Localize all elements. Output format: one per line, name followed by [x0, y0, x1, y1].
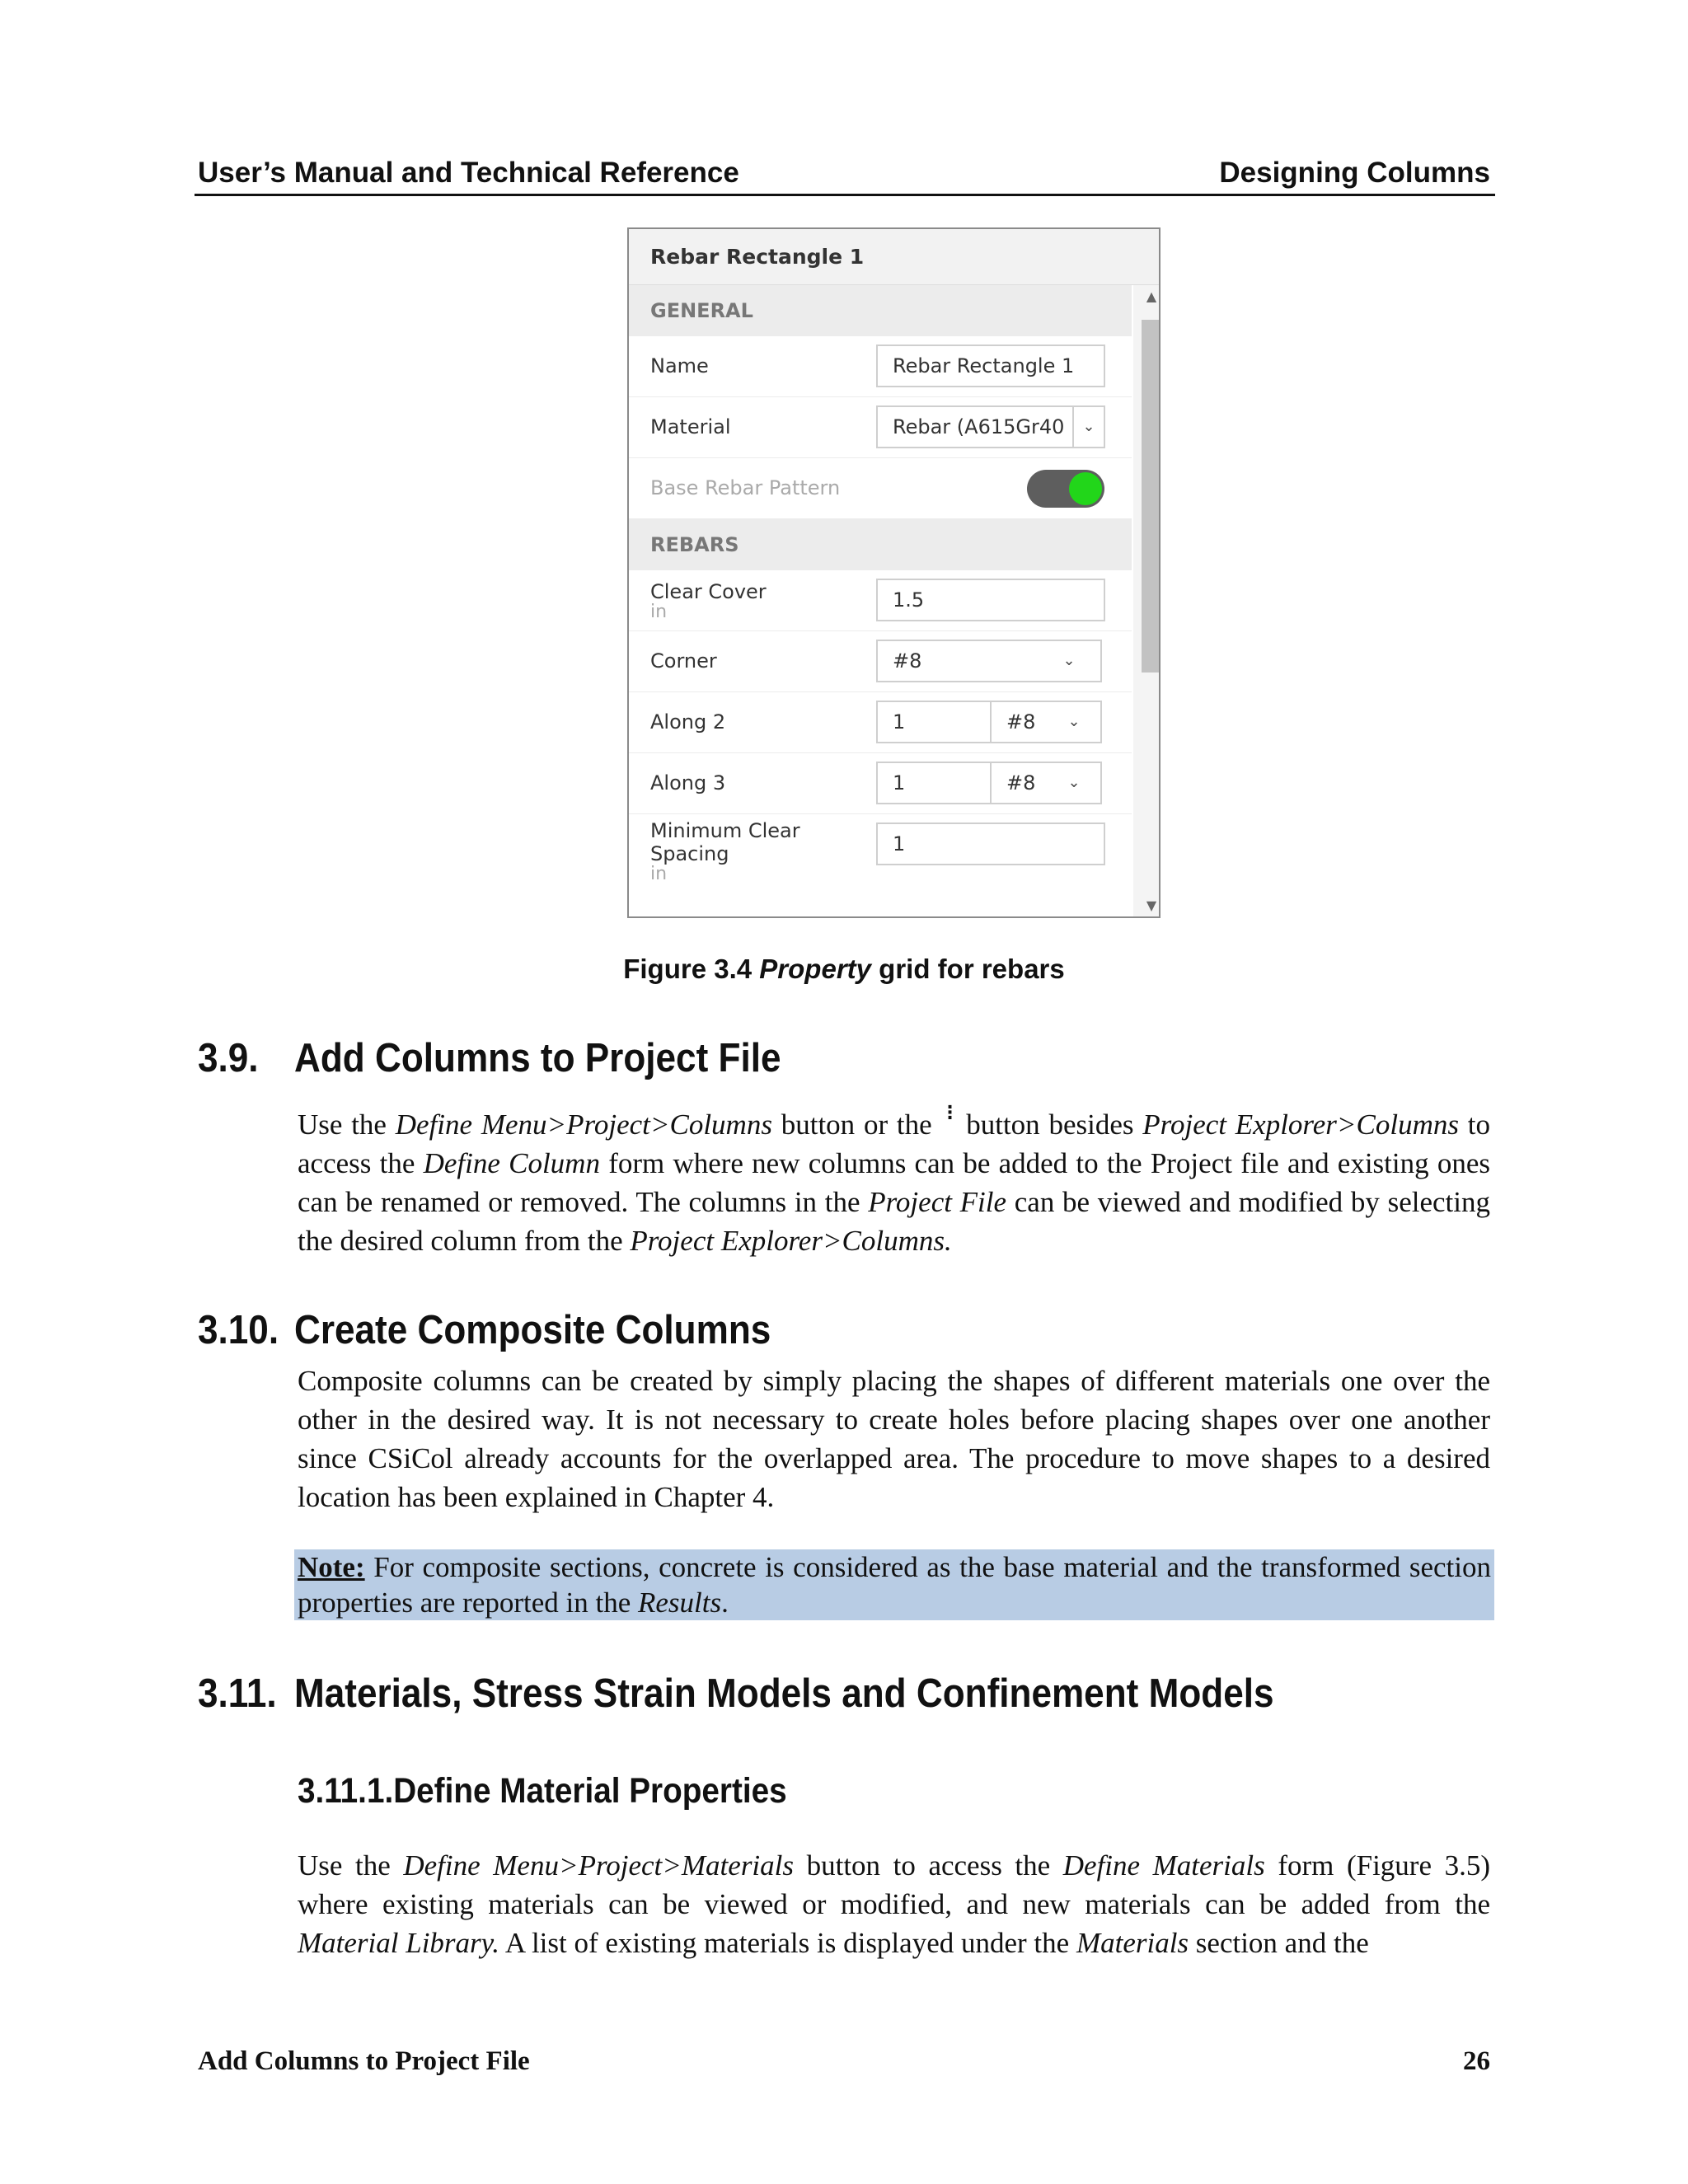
row-name: [629, 336, 1132, 397]
section-title: Create Composite Columns: [294, 1308, 771, 1352]
along-3-label: Along 3: [650, 771, 726, 794]
corner-value: #8: [893, 649, 922, 673]
row-corner: [629, 631, 1132, 692]
section-number: 3.10.: [198, 1308, 279, 1352]
section-title: Add Columns to Project File: [294, 1036, 781, 1080]
section-number: 3.11.: [198, 1671, 277, 1716]
footer-section-title: Add Columns to Project File: [198, 2046, 530, 2076]
chevron-down-icon: ⌄: [1067, 774, 1081, 791]
base-rebar-pattern-label: Base Rebar Pattern: [650, 476, 841, 499]
scrollbar-thumb[interactable]: [1142, 320, 1160, 673]
scrollbar[interactable]: [1133, 285, 1160, 916]
along-3-count-field[interactable]: 1: [876, 762, 992, 804]
material-value: Rebar (A615Gr40: [893, 415, 1065, 438]
chevron-down-icon: ⌄: [1067, 713, 1081, 730]
section-rebars-header[interactable]: REBARS: [629, 519, 1132, 570]
note-text: Note: For composite sections, concrete is considered as the base material and the transformed section properties are reported in the Results.: [298, 1551, 1491, 1619]
figure-caption: [0, 954, 1688, 985]
min-clear-spacing-label: [650, 819, 800, 883]
along-3-bar-dropdown[interactable]: [990, 762, 1102, 804]
min-clear-spacing-label-line2: Spacing: [650, 842, 729, 865]
clear-cover-unit: in: [650, 602, 668, 622]
row-along-3: [629, 753, 1132, 814]
note-label: Note:: [298, 1551, 365, 1583]
material-label: Material: [650, 415, 731, 438]
row-base-rebar-pattern: [629, 458, 1132, 519]
along-2-label: Along 2: [650, 710, 726, 733]
property-grid-figure: [627, 227, 1160, 918]
caption-italic: Property: [759, 954, 872, 984]
kebab-menu-icon: ⋮: [940, 1103, 959, 1123]
page-number: 26: [1463, 2046, 1490, 2076]
scroll-up-icon[interactable]: ▲: [1146, 288, 1157, 304]
running-header-right: Designing Columns: [1219, 157, 1490, 189]
name-field[interactable]: Rebar Rectangle 1: [876, 344, 1105, 387]
min-clear-spacing-unit: in: [650, 864, 668, 884]
chevron-down-icon: ⌄: [1072, 407, 1104, 447]
clear-cover-label: [650, 580, 767, 621]
scroll-down-icon[interactable]: ▼: [1146, 898, 1157, 913]
along-3-bar-value: #8: [1006, 771, 1036, 794]
section-general-header[interactable]: GENERAL: [629, 285, 1132, 336]
subsection-heading-3-11-1: 3.11.1.Define Material Properties: [298, 1771, 787, 1811]
corner-dropdown[interactable]: [876, 640, 1102, 682]
property-grid-title: Rebar Rectangle 1: [629, 229, 1159, 285]
caption-prefix: Figure 3.4: [623, 954, 760, 984]
row-min-clear-spacing: [629, 814, 1132, 897]
section-number: 3.9.: [198, 1036, 259, 1080]
section-heading-3-9: [198, 1035, 781, 1081]
chevron-down-icon: ⌄: [1062, 652, 1076, 669]
base-rebar-pattern-toggle[interactable]: [1027, 470, 1104, 508]
caption-suffix: grid for rebars: [871, 954, 1065, 984]
section-heading-3-10: [198, 1307, 771, 1353]
row-clear-cover: [629, 570, 1132, 631]
header-rule: [195, 194, 1495, 196]
toggle-knob: [1069, 472, 1102, 505]
row-material: [629, 397, 1132, 458]
min-clear-spacing-field[interactable]: 1: [876, 823, 1105, 865]
material-dropdown[interactable]: [876, 405, 1105, 448]
clear-cover-field[interactable]: 1.5: [876, 579, 1105, 621]
along-2-bar-value: #8: [1006, 710, 1036, 733]
paragraph-3-9: Use the Define Menu>Project>Columns button or the ⋮ button besides Project Explorer>Columns to access the Define Column form where new columns can be added to the Project file and existing ones can be renamed or removed. The columns in the Project File can be viewed and modified by selecting the desired column from the Project Explorer>Columns.: [298, 1103, 1491, 1257]
name-label: Name: [650, 354, 709, 377]
min-clear-spacing-label-line1: Minimum Clear: [650, 819, 800, 842]
row-along-2: [629, 692, 1132, 753]
along-2-bar-dropdown[interactable]: [990, 701, 1102, 743]
section-heading-3-11: [198, 1671, 1274, 1717]
paragraph-3-10: Composite columns can be created by simply placing the shapes of different materials one over the other in the desired way. It is not necessary to create holes before placing shapes over one another since CSiCol already accounts for the overlapped area. The procedure to move shapes to a desired location has been explained in Chapter 4.: [298, 1365, 1490, 1513]
section-title: Materials, Stress Strain Models and Confinement Models: [294, 1671, 1274, 1716]
running-header-left: User’s Manual and Technical Reference: [198, 157, 739, 189]
clear-cover-label-text: Clear Cover: [650, 580, 767, 603]
paragraph-3-11-1: Use the Define Menu>Project>Materials button to access the Define Materials form (Figure 3.5) where existing materials can be viewed or modified, and new materials can be added from the Material Library. A list of existing materials is displayed under the Materials section and the: [298, 1849, 1490, 1959]
along-2-count-field[interactable]: 1: [876, 701, 992, 743]
corner-label: Corner: [650, 649, 717, 673]
